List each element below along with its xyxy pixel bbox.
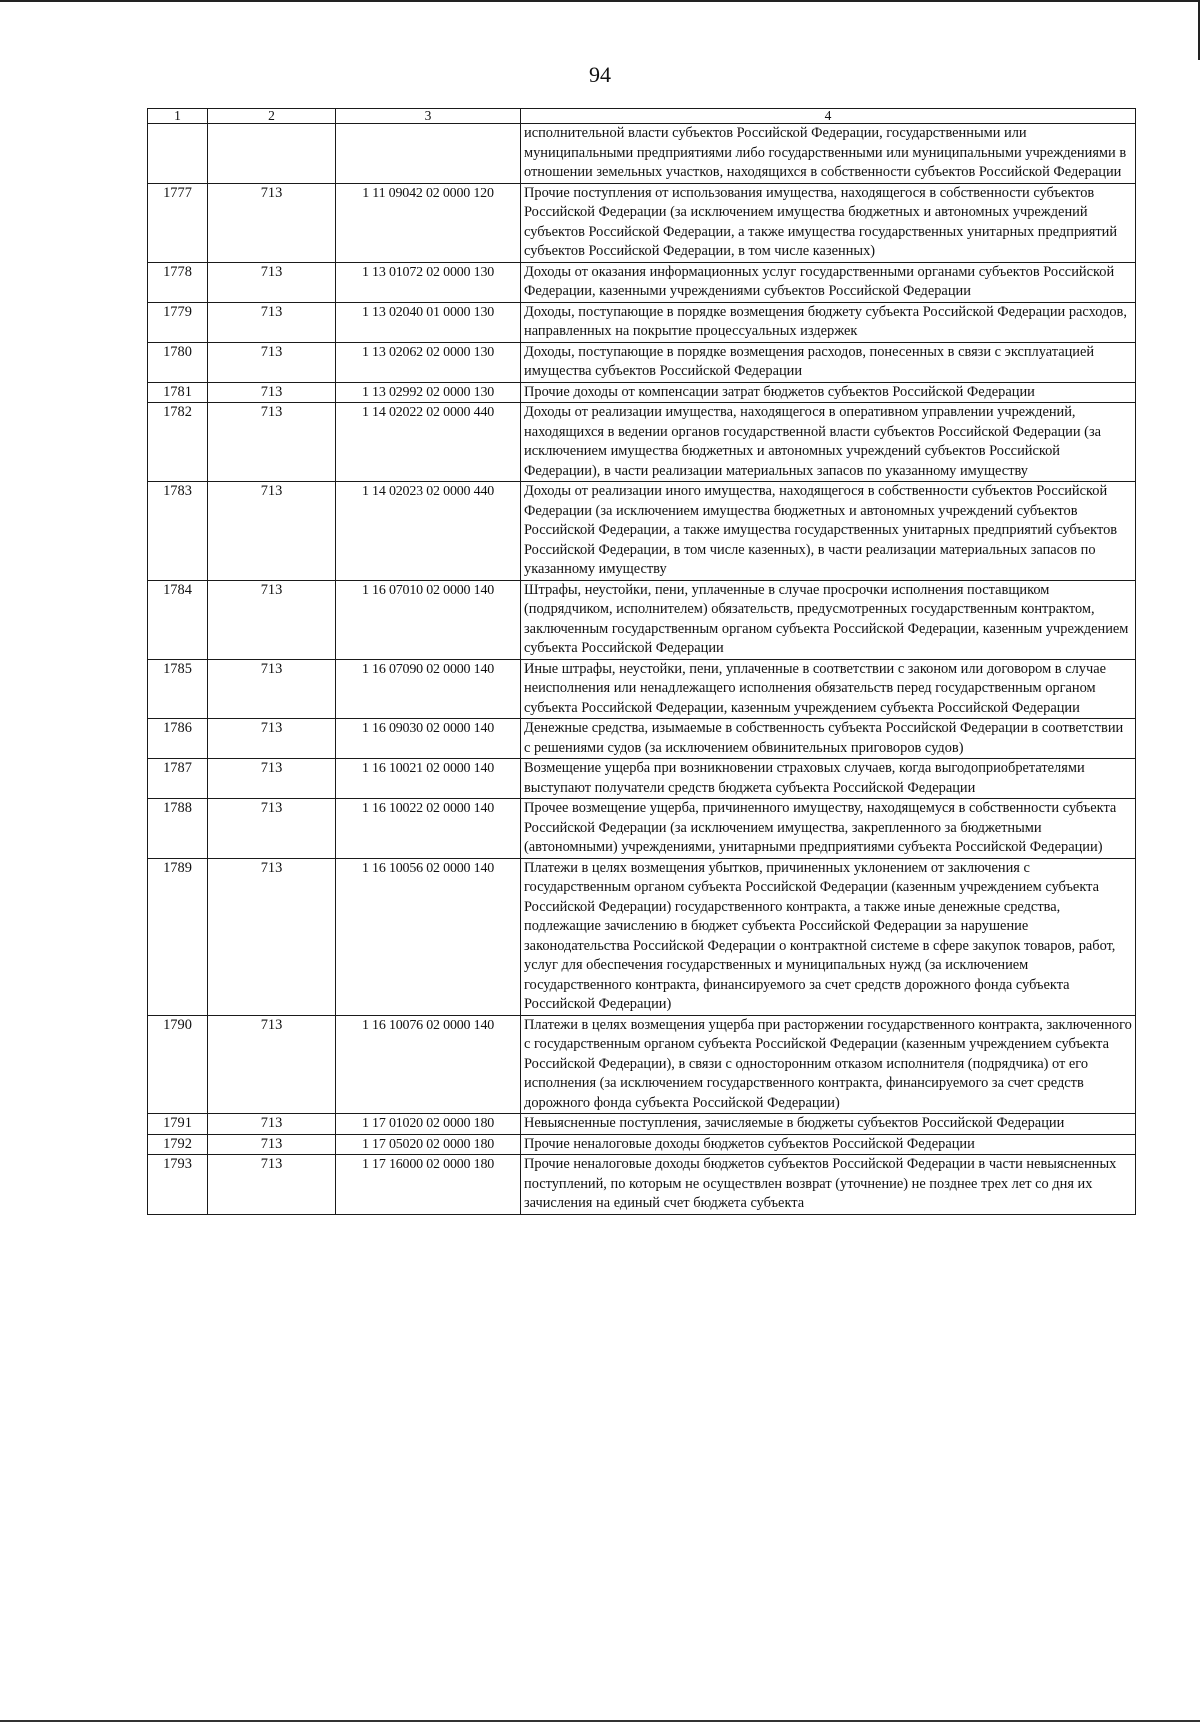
admin-code: 713	[208, 403, 336, 482]
budget-code: 1 16 10076 02 0000 140	[336, 1015, 521, 1114]
registry-table-wrap	[147, 108, 1135, 1215]
row-number: 1792	[148, 1134, 208, 1155]
table-row	[148, 858, 1136, 1015]
admin-code: 713	[208, 580, 336, 659]
header-cell-1: 1	[148, 109, 208, 124]
admin-code: 713	[208, 1134, 336, 1155]
row-description: Доходы, поступающие в порядке возмещения расходов, понесенных в связи с эксплуатацией имущества субъектов Российской Федерации	[521, 342, 1136, 382]
continuation-cell-empty-1	[148, 124, 208, 184]
row-number: 1790	[148, 1015, 208, 1114]
admin-code: 713	[208, 302, 336, 342]
row-number: 1786	[148, 719, 208, 759]
budget-code: 1 14 02023 02 0000 440	[336, 482, 521, 581]
header-cell-4: 4	[521, 109, 1136, 124]
admin-code: 713	[208, 382, 336, 403]
row-number: 1779	[148, 302, 208, 342]
admin-code: 713	[208, 799, 336, 859]
row-description: Прочее возмещение ущерба, причиненного имуществу, находящемуся в собственности субъекта Российской Федерации (за исключением имущества, закрепленного за бюджетными (автономными) учреждениями, унитарными предприятиями субъекта Российской Федерации)	[521, 799, 1136, 859]
row-description: Доходы от оказания информационных услуг государственными органами субъектов Российской Федерации, казенными учреждениями субъектов Российской Федерации	[521, 262, 1136, 302]
continuation-row	[148, 124, 1136, 184]
row-description: Невыясненные поступления, зачисляемые в бюджеты субъектов Российской Федерации	[521, 1114, 1136, 1135]
admin-code: 713	[208, 1114, 336, 1135]
table-row	[148, 302, 1136, 342]
budget-code: 1 14 02022 02 0000 440	[336, 403, 521, 482]
row-number: 1784	[148, 580, 208, 659]
continuation-cell-empty-2	[208, 124, 336, 184]
row-description: Платежи в целях возмещения ущерба при расторжении государственного контракта, заключенного с государственным органом субъекта Российской Федерации (казенным учреждением субъекта Российской Федерации), в связи с односторонним отказом исполнителя (подрядчика) от его исполнения (за исключением государственного контракта, финансируемого за счет средств дорожного фонда субъекта Российской Федерации)	[521, 1015, 1136, 1114]
table-row	[148, 799, 1136, 859]
row-description: Иные штрафы, неустойки, пени, уплаченные в соответствии с законом или договором в случае неисполнения или ненадлежащего исполнения обязательств перед государственным органом субъекта Российской Федерации, казенным учреждением субъекта Российской Федерации	[521, 659, 1136, 719]
scan-edge-top	[0, 0, 1200, 2]
admin-code: 713	[208, 759, 336, 799]
budget-code: 1 16 10056 02 0000 140	[336, 858, 521, 1015]
table-row	[148, 659, 1136, 719]
admin-code: 713	[208, 1155, 336, 1215]
table-row	[148, 1134, 1136, 1155]
admin-code: 713	[208, 262, 336, 302]
page-number: 94	[589, 62, 611, 87]
admin-code: 713	[208, 183, 336, 262]
row-number: 1788	[148, 799, 208, 859]
row-number: 1777	[148, 183, 208, 262]
registry-table	[147, 108, 1136, 1215]
admin-code: 713	[208, 1015, 336, 1114]
continuation-cell-empty-3	[336, 124, 521, 184]
row-number: 1785	[148, 659, 208, 719]
table-row	[148, 1015, 1136, 1114]
budget-code: 1 13 02062 02 0000 130	[336, 342, 521, 382]
table-row	[148, 580, 1136, 659]
table-row	[148, 403, 1136, 482]
budget-code: 1 13 02992 02 0000 130	[336, 382, 521, 403]
admin-code: 713	[208, 858, 336, 1015]
row-description: Доходы от реализации имущества, находящегося в оперативном управлении учреждений, находящихся в ведении органов государственной власти субъектов Российской Федерации (за исключением имущества бюджетных и автономных учреждений субъектов Российской Федерации), в части реализации материальных запасов по указанному имуществу	[521, 403, 1136, 482]
row-description: Прочие неналоговые доходы бюджетов субъектов Российской Федерации в части невыясненных поступлений, по которым не осуществлен возврат (уточнение) не позднее трех лет со дня их зачисления на единый счет бюджета субъекта	[521, 1155, 1136, 1215]
budget-code: 1 16 07010 02 0000 140	[336, 580, 521, 659]
admin-code: 713	[208, 719, 336, 759]
row-description: Денежные средства, изымаемые в собственность субъекта Российской Федерации в соответствии с решениями судов (за исключением обвинительных приговоров судов)	[521, 719, 1136, 759]
budget-code: 1 16 10022 02 0000 140	[336, 799, 521, 859]
budget-code: 1 17 05020 02 0000 180	[336, 1134, 521, 1155]
table-row	[148, 719, 1136, 759]
row-description: Платежи в целях возмещения убытков, причиненных уклонением от заключения с государственным органом субъекта Российской Федерации (казенным учреждением субъекта Российской Федерации) государственного контракта, а также иные денежные средства, подлежащие зачислению в бюджет субъекта Российской Федерации за нарушение законодательства Российской Федерации о контрактной системе в сфере закупок товаров, работ, услуг для обеспечения государственных и муниципальных нужд (за исключением государственного контракта, финансируемого за счет средств дорожного фонда субъекта Российской Федерации)	[521, 858, 1136, 1015]
row-description: Прочие поступления от использования имущества, находящегося в собственности субъектов Российской Федерации (за исключением имущества бюджетных и автономных учреждений субъектов Российской Федерации, а также имущества государственных унитарных предприятий субъектов Российской Федерации, в том числе казенных)	[521, 183, 1136, 262]
table-row	[148, 1114, 1136, 1135]
row-description: Возмещение ущерба при возникновении страховых случаев, когда выгодоприобретателями выступают получатели средств бюджета субъекта Российской Федерации	[521, 759, 1136, 799]
admin-code: 713	[208, 342, 336, 382]
budget-code: 1 16 07090 02 0000 140	[336, 659, 521, 719]
row-description: Доходы от реализации иного имущества, находящегося в собственности субъектов Российской Федерации (за исключением имущества бюджетных и автономных учреждений субъектов Российской Федерации, а также имущества государственных унитарных предприятий субъектов Российской Федерации, в том числе казенных), в части реализации материальных запасов по указанному имуществу	[521, 482, 1136, 581]
budget-code: 1 13 02040 01 0000 130	[336, 302, 521, 342]
budget-code: 1 16 10021 02 0000 140	[336, 759, 521, 799]
admin-code: 713	[208, 482, 336, 581]
row-number: 1793	[148, 1155, 208, 1215]
table-row	[148, 342, 1136, 382]
row-number: 1787	[148, 759, 208, 799]
budget-code: 1 16 09030 02 0000 140	[336, 719, 521, 759]
budget-code: 1 13 01072 02 0000 130	[336, 262, 521, 302]
table-row	[148, 482, 1136, 581]
continuation-description: исполнительной власти субъектов Российской Федерации, государственными или муниципальными предприятиями либо государственными или муниципальными учреждениями в отношении земельных участков, находящихся в собственности субъектов Российской Федерации	[521, 124, 1136, 184]
header-cell-3: 3	[336, 109, 521, 124]
row-number: 1781	[148, 382, 208, 403]
row-number: 1783	[148, 482, 208, 581]
row-description: Прочие доходы от компенсации затрат бюджетов субъектов Российской Федерации	[521, 382, 1136, 403]
registry-table-body	[148, 109, 1136, 1215]
row-number: 1780	[148, 342, 208, 382]
budget-code: 1 11 09042 02 0000 120	[336, 183, 521, 262]
table-row	[148, 759, 1136, 799]
row-number: 1789	[148, 858, 208, 1015]
budget-code: 1 17 16000 02 0000 180	[336, 1155, 521, 1215]
row-description: Штрафы, неустойки, пени, уплаченные в случае просрочки исполнения поставщиком (подрядчиком, исполнителем) обязательств, предусмотренных государственным контрактом, заключенным государственным органом субъекта Российской Федерации, казенным учреждением субъекта Российской Федерации	[521, 580, 1136, 659]
table-row	[148, 183, 1136, 262]
admin-code: 713	[208, 659, 336, 719]
row-number: 1782	[148, 403, 208, 482]
row-number: 1791	[148, 1114, 208, 1135]
row-description: Доходы, поступающие в порядке возмещения бюджету субъекта Российской Федерации расходов, направленных на покрытие процессуальных издержек	[521, 302, 1136, 342]
table-row	[148, 382, 1136, 403]
table-row	[148, 262, 1136, 302]
budget-code: 1 17 01020 02 0000 180	[336, 1114, 521, 1135]
header-cell-2: 2	[208, 109, 336, 124]
row-number: 1778	[148, 262, 208, 302]
row-description: Прочие неналоговые доходы бюджетов субъектов Российской Федерации	[521, 1134, 1136, 1155]
table-header-row	[148, 109, 1136, 124]
table-row	[148, 1155, 1136, 1215]
